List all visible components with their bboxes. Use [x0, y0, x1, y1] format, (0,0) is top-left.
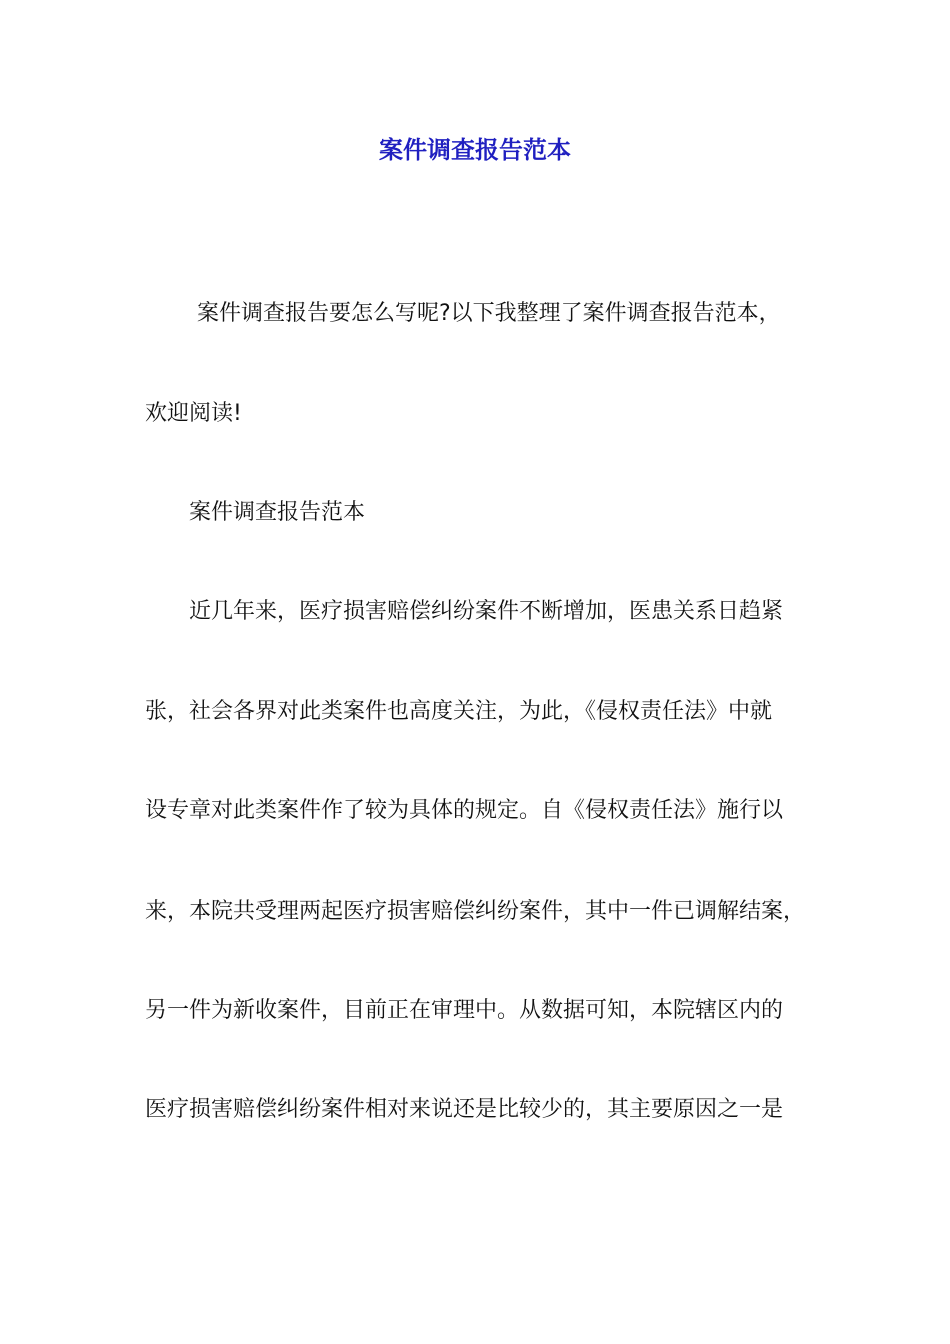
body-line-3: 设专章对此类案件作了较为具体的规定。自《侵权责任法》施行以	[145, 798, 784, 823]
intro-line-2: 欢迎阅读!	[145, 401, 242, 426]
body-line-5: 另一件为新收案件，目前正在审理中。从数据可知，本院辖区内的	[145, 998, 784, 1023]
body-line-2: 张，社会各界对此类案件也高度关注，为此，《侵权责任法》中就	[145, 699, 773, 724]
section-subheading: 案件调查报告范本	[189, 500, 366, 525]
document-title: 案件调查报告范本	[379, 136, 571, 164]
intro-line-1: 案件调查报告要怎么写呢?以下我整理了案件调查报告范本，	[197, 301, 781, 326]
body-line-6: 医疗损害赔偿纠纷案件相对来说还是比较少的，其主要原因之一是	[145, 1097, 784, 1122]
body-line-1: 近几年来，医疗损害赔偿纠纷案件不断增加，医患关系日趋紧	[189, 599, 784, 624]
body-line-4: 来，本院共受理两起医疗损害赔偿纠纷案件，其中一件已调解结案，	[145, 899, 806, 924]
